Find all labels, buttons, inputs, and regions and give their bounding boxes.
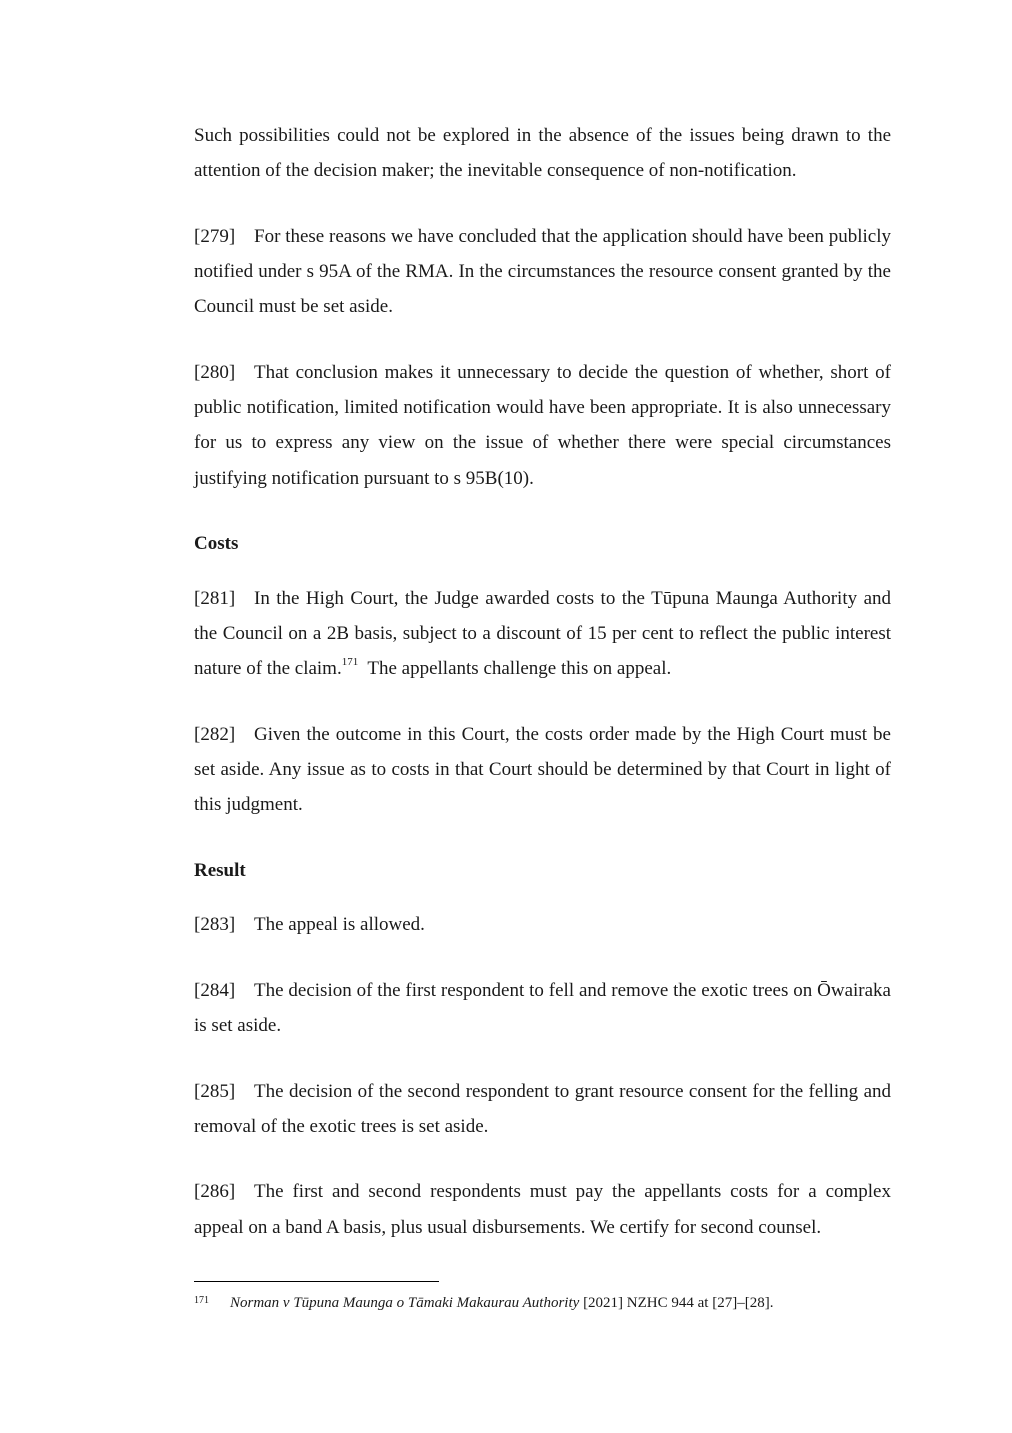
paragraph-text: Such possibilities could not be explored in the absence of the issues being drawn to the attention of the decision maker; the inevitable consequence of non-notification. bbox=[194, 125, 891, 182]
paragraph-number: [279] bbox=[194, 225, 236, 247]
section-heading-result: Result bbox=[194, 859, 246, 881]
paragraph-282 bbox=[194, 717, 891, 823]
footnote-separator bbox=[194, 1281, 439, 1282]
footnote-reference[interactable]: 171 bbox=[341, 655, 359, 668]
paragraph-number: [281] bbox=[194, 587, 236, 609]
paragraph-text: The decision of the first respondent to fell and remove the exotic trees on Ōwairaka is set aside. bbox=[194, 979, 891, 1036]
section-heading-costs: Costs bbox=[194, 533, 239, 555]
paragraph-number: [283] bbox=[194, 913, 236, 935]
footnote-number: 171 bbox=[194, 1295, 209, 1306]
paragraph-continuation bbox=[194, 118, 891, 188]
paragraph-text: That conclusion makes it unnecessary to decide the question of whether, short of public notification, limited notification would have been appropriate. It is also unnecessary for us to express any view on the issue of whether there were special circumstances justifying notification pursuant to s 95B(10). bbox=[194, 362, 891, 489]
paragraph-text: The appeal is allowed. bbox=[254, 913, 425, 935]
paragraph-283 bbox=[194, 907, 891, 942]
paragraph-text: In the High Court, the Judge awarded costs to the Tūpuna Maunga Authority and the Council on a 2B basis, subject to a discount of 15 per cent to reflect the public interest nature of the claim. bbox=[194, 587, 891, 679]
paragraph-text: The first and second respondents must pay the appellants costs for a complex appeal on a band A basis, plus usual disbursements. We certify for second counsel. bbox=[194, 1181, 891, 1238]
footnote-171 bbox=[194, 1293, 891, 1313]
paragraph-280 bbox=[194, 355, 891, 496]
paragraph-number: [282] bbox=[194, 723, 236, 745]
footnote-case-name: Norman v Tūpuna Maunga o Tāmaki Makaurau Authority bbox=[230, 1295, 580, 1311]
footnote-citation: [2021] NZHC 944 at [27]–[28]. bbox=[579, 1295, 774, 1311]
paragraph-284 bbox=[194, 973, 891, 1043]
paragraph-286 bbox=[194, 1174, 891, 1244]
paragraph-text: For these reasons we have concluded that the application should have been publicly notified under s 95A of the RMA. In the circumstances the resource consent granted by the Council must be set aside. bbox=[194, 225, 891, 318]
paragraph-279 bbox=[194, 219, 891, 325]
paragraph-number: [284] bbox=[194, 979, 236, 1001]
paragraph-text: The decision of the second respondent to grant resource consent for the felling and removal of the exotic trees is set aside. bbox=[194, 1080, 891, 1137]
paragraph-number: [280] bbox=[194, 362, 236, 384]
judgment-page-body bbox=[194, 118, 891, 1275]
paragraph-281 bbox=[194, 581, 891, 687]
paragraph-text-continued: The appellants challenge this on appeal. bbox=[358, 657, 672, 679]
paragraph-text: Given the outcome in this Court, the costs order made by the High Court must be set aside. Any issue as to costs in that Court should be determined by that Court in light of this judgment. bbox=[194, 723, 891, 816]
paragraph-number: [286] bbox=[194, 1181, 236, 1203]
paragraph-number: [285] bbox=[194, 1080, 236, 1102]
paragraph-285 bbox=[194, 1074, 891, 1144]
